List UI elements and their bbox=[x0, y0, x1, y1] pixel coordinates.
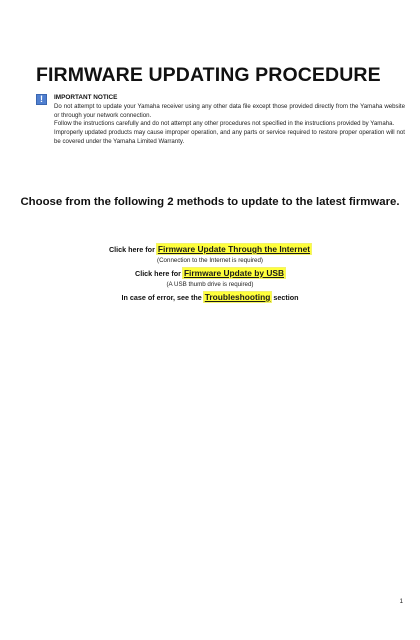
notice-paragraph: Do not attempt to update your Yamaha receiver using any other data file except those provided directly from the Yamaha website or through your network connection. bbox=[54, 103, 405, 119]
internet-update-link[interactable]: Firmware Update Through the Internet bbox=[157, 244, 311, 254]
notice-paragraph: Follow the instructions carefully and do not attempt any other procedures not specified in the instructions provided by Yamaha. bbox=[54, 120, 395, 128]
method-usb bbox=[0, 268, 420, 278]
method-prefix: Click here for bbox=[135, 269, 183, 278]
method-internet bbox=[0, 244, 420, 254]
error-suffix: section bbox=[271, 293, 299, 302]
usb-update-link[interactable]: Firmware Update by USB bbox=[183, 268, 284, 278]
important-notice bbox=[36, 94, 405, 146]
troubleshooting-link[interactable]: Troubleshooting bbox=[204, 292, 271, 302]
page-title: FIRMWARE UPDATING PROCEDURE bbox=[36, 64, 381, 86]
error-prefix: In case of error, see the bbox=[121, 293, 204, 302]
page-number: 1 bbox=[399, 598, 403, 605]
notice-paragraph: Improperly updated products may cause improper operation, and any parts or service required to restore proper operation will not be covered under the Yamaha Limited Warranty. bbox=[54, 128, 405, 145]
notice-body bbox=[54, 94, 405, 146]
exclamation-icon: ! bbox=[36, 94, 47, 105]
choose-method-heading: Choose from the following 2 methods to update to the latest firmware. bbox=[20, 196, 400, 208]
method-prefix: Click here for bbox=[108, 245, 157, 254]
usb-requirement-note: (A USB thumb drive is required) bbox=[166, 281, 254, 288]
internet-requirement-note: (Connection to the Internet is required) bbox=[157, 257, 263, 264]
error-line bbox=[0, 292, 420, 302]
notice-heading: IMPORTANT NOTICE bbox=[54, 94, 118, 101]
